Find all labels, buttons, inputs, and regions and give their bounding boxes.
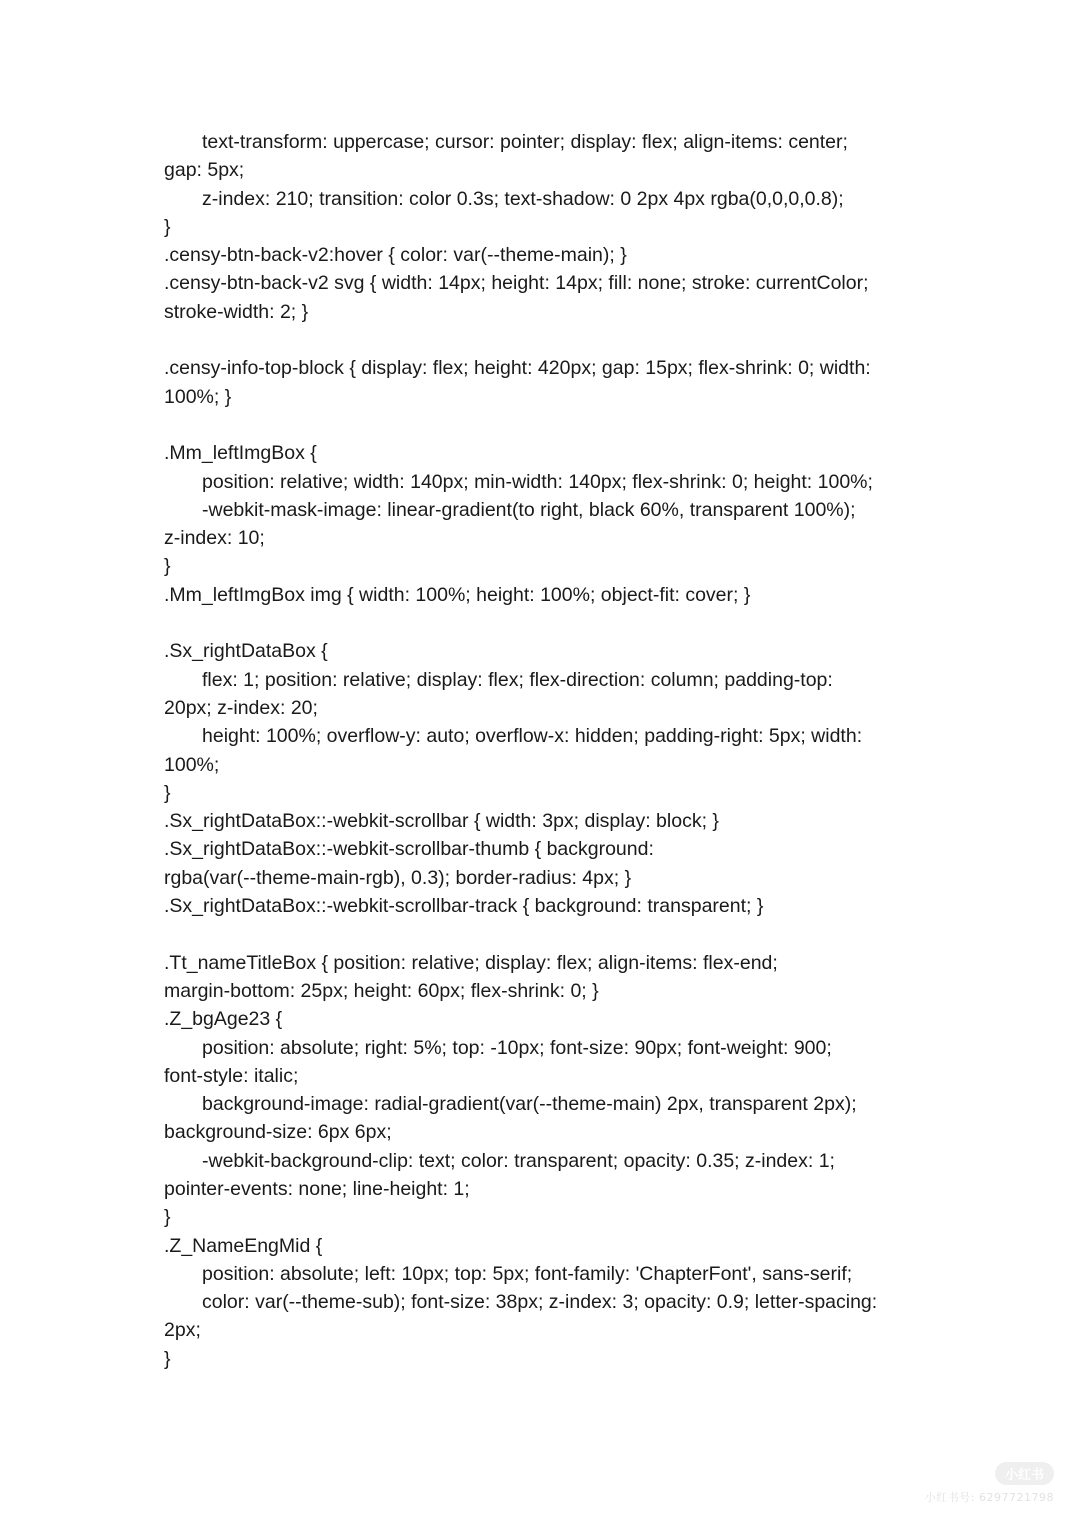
code-line: font-style: italic; — [164, 1064, 299, 1087]
code-line: height: 100%; overflow-y: auto; overflow-x: hidden; padding-right: 5px; width: — [202, 725, 863, 748]
code-line: position: absolute; left: 10px; top: 5px; font-family: 'ChapterFont', sans-serif; — [202, 1262, 853, 1285]
code-line: .Z_NameEngMid { — [164, 1234, 323, 1257]
code-line: background-size: 6px 6px; — [164, 1121, 392, 1144]
code-line: position: absolute; right: 5%; top: -10px; font-size: 90px; font-weight: 900; — [202, 1036, 832, 1059]
code-line: -webkit-background-clip: text; color: transparent; opacity: 0.35; z-index: 1; — [202, 1149, 835, 1172]
code-line: margin-bottom: 25px; height: 60px; flex-shrink: 0; } — [164, 979, 599, 1002]
code-line: z-index: 10; — [164, 527, 265, 550]
code-line: 20px; z-index: 20; — [164, 696, 318, 719]
code-line: 100%; } — [164, 385, 232, 408]
code-line: 100%; — [164, 753, 220, 776]
watermark-logo: 小红书 — [995, 1462, 1054, 1485]
blank-line — [164, 609, 919, 637]
code-line: .Z_bgAge23 { — [164, 1008, 283, 1031]
code-line: 2px; — [164, 1319, 201, 1342]
code-line: pointer-events: none; line-height: 1; — [164, 1177, 470, 1200]
code-line: -webkit-mask-image: linear-gradient(to right, black 60%, transparent 100%); — [202, 498, 856, 521]
code-line: stroke-width: 2; } — [164, 300, 309, 323]
code-line: position: relative; width: 140px; min-width: 140px; flex-shrink: 0; height: 100%; — [202, 470, 873, 493]
code-line: .Sx_rightDataBox::-webkit-scrollbar-track { background: transparent; } — [164, 895, 764, 918]
code-line: } — [164, 1206, 171, 1229]
code-line: .censy-btn-back-v2:hover { color: var(--theme-main); } — [164, 244, 627, 267]
code-line: .censy-btn-back-v2 svg { width: 14px; height: 14px; fill: none; stroke: currentColor; — [164, 272, 869, 295]
code-line: gap: 5px; — [164, 159, 245, 182]
code-line: .Mm_leftImgBox { — [164, 442, 317, 465]
code-document — [164, 128, 919, 1373]
blank-line — [164, 326, 919, 354]
code-line: } — [164, 1347, 171, 1370]
code-line: } — [164, 781, 171, 804]
code-line: text-transform: uppercase; cursor: pointer; display: flex; align-items: center; — [202, 131, 848, 153]
blank-line — [164, 411, 919, 439]
code-line: .Sx_rightDataBox { — [164, 640, 328, 663]
code-line: color: var(--theme-sub); font-size: 38px; z-index: 3; opacity: 0.9; letter-spacing: — [202, 1291, 878, 1314]
code-line: } — [164, 215, 171, 238]
code-line: } — [164, 555, 171, 578]
code-line: .censy-info-top-block { display: flex; height: 420px; gap: 15px; flex-shrink: 0; width: — [164, 357, 871, 380]
blank-line — [164, 920, 919, 948]
code-line: flex: 1; position: relative; display: flex; flex-direction: column; padding-top: — [202, 668, 833, 691]
watermark-id: 小红书号: 6297721798 — [924, 1491, 1054, 1504]
watermark — [925, 1462, 1054, 1505]
code-line: .Mm_leftImgBox img { width: 100%; height: 100%; object-fit: cover; } — [164, 583, 751, 606]
code-line: z-index: 210; transition: color 0.3s; text-shadow: 0 2px 4px rgba(0,0,0,0.8); — [202, 187, 844, 210]
code-line: .Sx_rightDataBox::-webkit-scrollbar { width: 3px; display: block; } — [164, 810, 719, 833]
code-line: .Sx_rightDataBox::-webkit-scrollbar-thumb { background: — [164, 838, 654, 861]
code-line: background-image: radial-gradient(var(--theme-main) 2px, transparent 2px); — [202, 1093, 857, 1116]
code-line: .Tt_nameTitleBox { position: relative; display: flex; align-items: flex-end; — [164, 951, 778, 974]
code-line: rgba(var(--theme-main-rgb), 0.3); border-radius: 4px; } — [164, 866, 632, 889]
